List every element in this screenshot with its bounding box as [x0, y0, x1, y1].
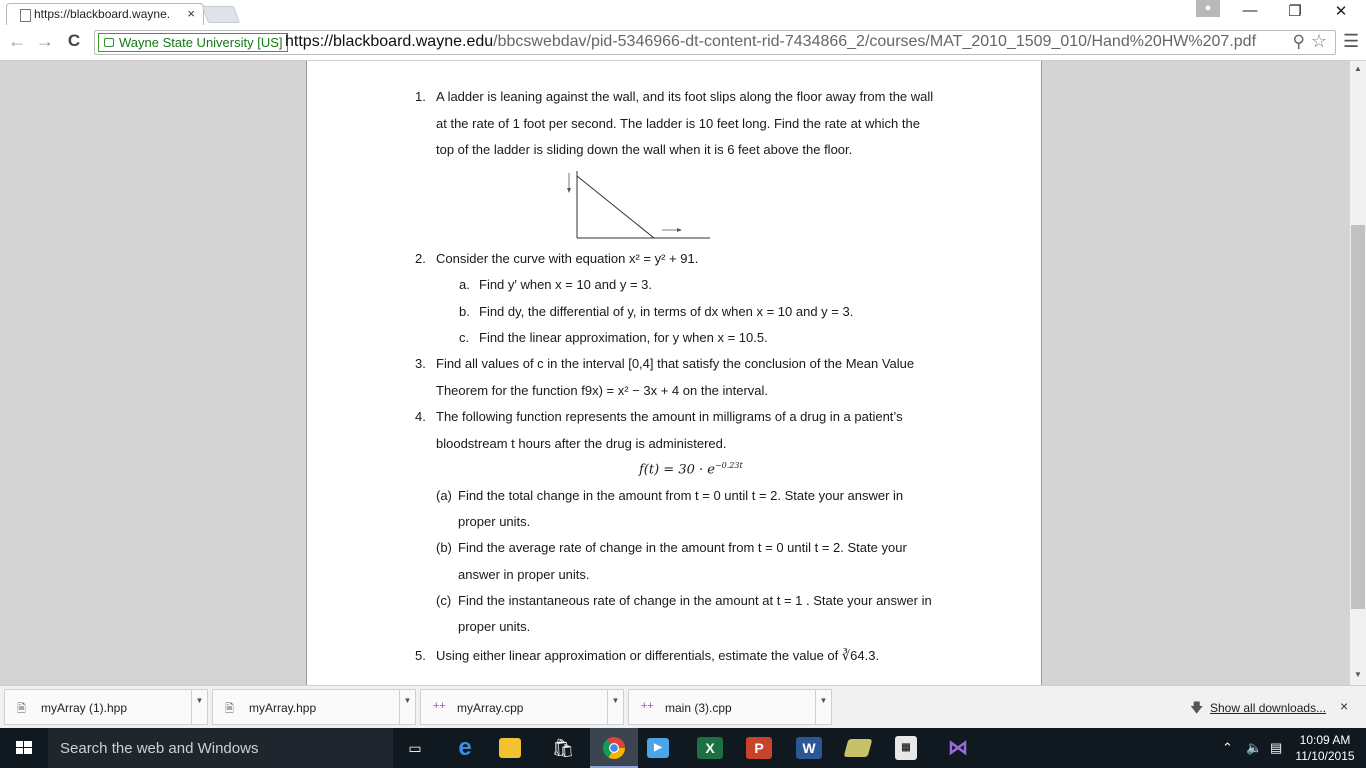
- problem-number: 4.: [415, 409, 426, 424]
- problem-text: at the rate of 1 foot per second. The ladder is 10 feet long. Find the rate at which the: [436, 116, 920, 131]
- url-path: /bbcswebdav/pid-5346966-dt-content-rid-7434866_2/courses/MAT_2010_1509_010/Hand%20HW%207.pdf: [493, 33, 1257, 50]
- problem-number: 2.: [415, 251, 426, 266]
- restore-button[interactable]: ❐: [1288, 3, 1302, 20]
- subpart-text: Find y′ when x = 10 and y = 3.: [479, 277, 652, 292]
- reload-button[interactable]: C: [67, 31, 81, 50]
- browser-toolbar: [0, 25, 1366, 61]
- subpart-text: Find the linear approximation, for y when x = 10.5.: [479, 330, 768, 345]
- subpart-text: proper units.: [458, 514, 531, 529]
- formula: [639, 461, 743, 477]
- windows-start-icon[interactable]: [0, 728, 48, 768]
- edge-icon[interactable]: e: [458, 734, 472, 761]
- url-text[interactable]: [285, 33, 1256, 51]
- subpart-label: (a): [436, 488, 452, 503]
- taskbar-search-box[interactable]: Search the web and Windows: [48, 728, 393, 768]
- problem-text: The following function represents the amount in milligrams of a drug in a patient’s: [436, 409, 903, 424]
- scrollbar-thumb[interactable]: [1351, 225, 1365, 609]
- tab-close-icon[interactable]: ×: [187, 6, 195, 21]
- download-item[interactable]: [4, 689, 208, 725]
- clock[interactable]: [1290, 732, 1360, 764]
- menu-icon[interactable]: ☰: [1343, 31, 1360, 51]
- subpart-text: proper units.: [458, 619, 531, 634]
- calculator-icon[interactable]: ▦: [895, 736, 917, 760]
- search-icon[interactable]: ⚲: [1292, 32, 1305, 51]
- subpart-text: Find the average rate of change in the amount from t = 0 until t = 2. State your: [458, 540, 907, 555]
- file-explorer-icon[interactable]: [499, 738, 521, 758]
- download-item[interactable]: [420, 689, 624, 725]
- pdf-viewer: [0, 61, 1350, 685]
- problem-number: 3.: [415, 356, 426, 371]
- problem-text: Theorem for the function f9x) = x² − 3x + 4 on the interval.: [436, 383, 769, 398]
- problem-text: Consider the curve with equation x² = y² + 91.: [436, 251, 699, 266]
- scroll-up-icon[interactable]: ▲: [1354, 64, 1362, 73]
- down-arrow-head: [567, 188, 571, 193]
- subpart-label: (b): [436, 540, 452, 555]
- chevron-down-icon[interactable]: ▼: [607, 690, 623, 724]
- url-scheme: https://: [285, 33, 334, 50]
- download-item[interactable]: [212, 689, 416, 725]
- chevron-up-icon[interactable]: ⌃: [1222, 740, 1233, 755]
- lock-icon: [104, 38, 114, 47]
- new-tab-button[interactable]: [202, 6, 240, 23]
- problem-text: Find all values of c in the interval [0,4] that satisfy the conclusion of the Mean Value: [436, 356, 915, 371]
- chevron-down-icon[interactable]: ▼: [815, 690, 831, 724]
- chrome-icon: [590, 728, 638, 768]
- back-button[interactable]: ←: [8, 31, 26, 51]
- url-domain: blackboard.wayne.edu: [333, 33, 494, 50]
- downloads-shelf: [0, 685, 1366, 728]
- subpart-text: Find dy, the differential of y, in terms of dx when x = 10 and y = 3.: [479, 304, 854, 319]
- problem-text: top of the ladder is sliding down the wall when it is 6 feet above the floor.: [436, 142, 853, 157]
- close-shelf-icon[interactable]: ×: [1340, 698, 1349, 714]
- profile-icon[interactable]: ●: [1196, 0, 1220, 17]
- pdf-page: [306, 61, 1042, 685]
- subpart-text: Find the total change in the amount from t = 0 until t = 2. State your answer in: [458, 488, 904, 503]
- powerpoint-icon[interactable]: P: [746, 737, 772, 759]
- chrome-taskbar-button[interactable]: [590, 728, 638, 768]
- photos-icon[interactable]: [844, 739, 873, 757]
- file-icon: 🗎: [17, 703, 26, 715]
- taskbar: [0, 728, 1366, 768]
- close-button[interactable]: ✕: [1334, 3, 1348, 20]
- formula-exponent: −0.23t: [714, 461, 743, 470]
- problem-text: bloodstream t hours after the drug is administered.: [436, 436, 727, 451]
- document-icon: [20, 9, 31, 22]
- subpart-label: c.: [459, 330, 470, 345]
- notification-icon[interactable]: ▤: [1270, 740, 1283, 755]
- address-bar[interactable]: [94, 30, 1336, 55]
- problem-number: 1.: [415, 89, 426, 104]
- download-name: myArray.hpp: [249, 701, 317, 715]
- problem-number: 5.: [415, 648, 426, 663]
- right-arrow-head: [677, 228, 682, 232]
- minimize-button[interactable]: —: [1242, 2, 1258, 19]
- show-all-downloads-link[interactable]: Show all downloads...: [1210, 701, 1327, 715]
- excel-icon[interactable]: X: [697, 737, 723, 759]
- chevron-down-icon[interactable]: ▼: [399, 690, 415, 724]
- visual-studio-icon[interactable]: ⋈: [948, 737, 968, 759]
- download-name: myArray (1).hpp: [41, 701, 128, 715]
- star-icon[interactable]: ☆: [1310, 31, 1327, 51]
- word-icon[interactable]: W: [796, 737, 822, 759]
- title-bar: [0, 0, 1366, 25]
- subpart-label: (c): [436, 593, 452, 608]
- chevron-down-icon[interactable]: ▼: [191, 690, 207, 724]
- scroll-down-icon[interactable]: ▼: [1354, 670, 1362, 679]
- ladder-line: [577, 176, 654, 238]
- media-player-icon[interactable]: ▶: [647, 738, 669, 758]
- forward-button[interactable]: →: [36, 31, 54, 51]
- subpart-text: answer in proper units.: [458, 567, 590, 582]
- cpp-file-icon: ++: [641, 700, 654, 712]
- subpart-text: Find the instantaneous rate of change in the amount at t = 1 . State your answer in: [458, 593, 932, 608]
- security-badge-label: Wayne State University [US]: [119, 35, 283, 50]
- problem-text: Using either linear approximation or differentials, estimate the value of ∛64.3.: [436, 648, 880, 663]
- store-icon[interactable]: 🛍: [551, 738, 575, 758]
- problem-text: A ladder is leaning against the wall, and its foot slips along the floor away from the wall: [436, 89, 934, 104]
- download-arrow-icon: 🡇: [1190, 700, 1204, 715]
- security-badge[interactable]: [98, 33, 288, 52]
- clock-date: 11/10/2015: [1295, 749, 1355, 763]
- task-view-icon[interactable]: ▭: [408, 740, 422, 756]
- download-name: main (3).cpp: [665, 701, 732, 715]
- tab-active[interactable]: [6, 3, 204, 26]
- tab-title: https://blackboard.wayne.: [34, 7, 171, 21]
- cpp-file-icon: ++: [433, 700, 446, 712]
- file-icon: 🗎: [225, 703, 234, 715]
- ladder-diagram: [564, 168, 714, 243]
- clock-time: 10:09 AM: [1299, 733, 1351, 747]
- volume-icon[interactable]: 🔈: [1246, 740, 1263, 755]
- download-item[interactable]: [628, 689, 832, 725]
- formula-base: f(t) = 30 · e: [639, 462, 715, 478]
- download-name: myArray.cpp: [457, 701, 524, 715]
- subpart-label: a.: [459, 277, 470, 292]
- subpart-label: b.: [459, 304, 470, 319]
